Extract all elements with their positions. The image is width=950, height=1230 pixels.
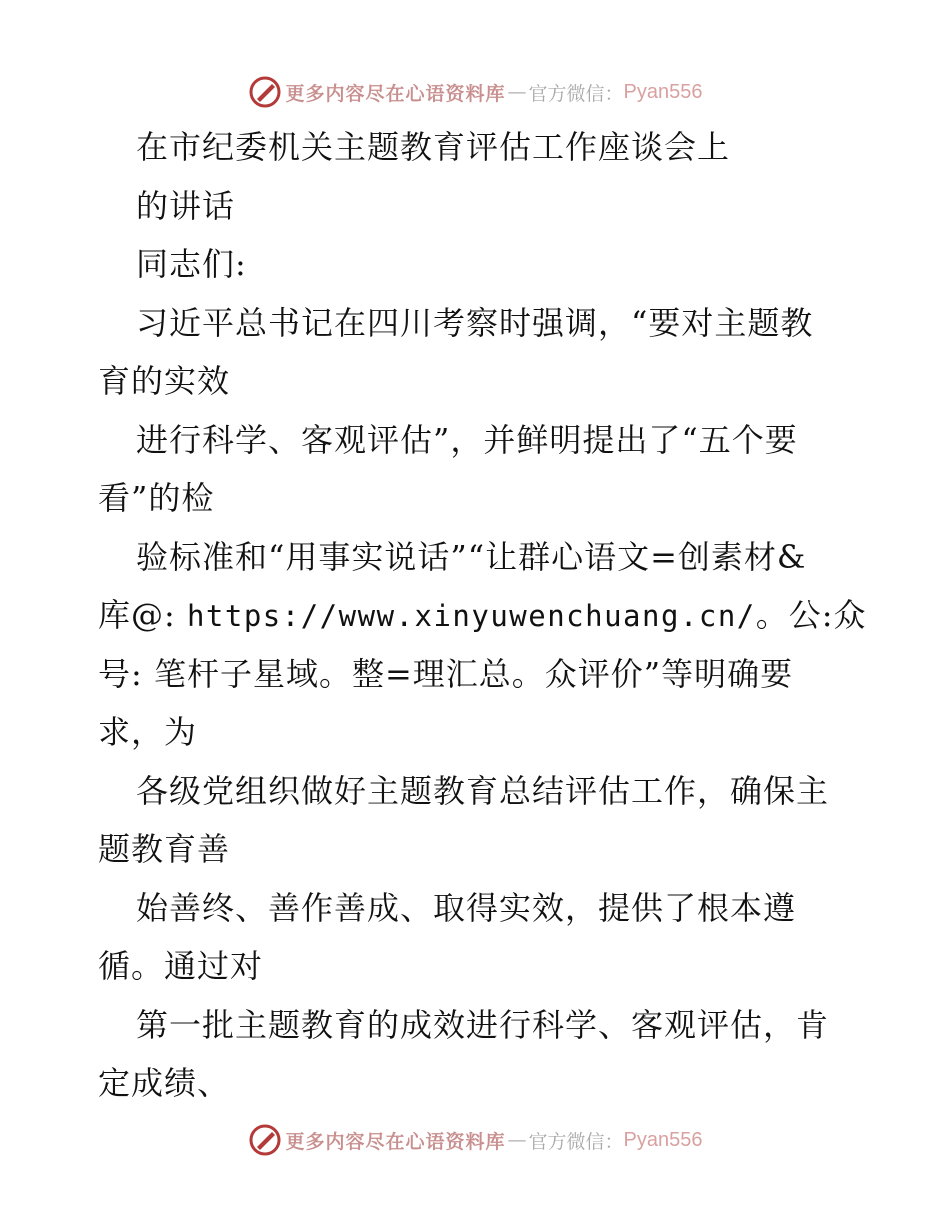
- footer-wechat-label: 官方微信：: [528, 1130, 624, 1153]
- paragraph-5-line-1: 始善终、善作善成、取得实效，提供了根本遵: [136, 888, 797, 927]
- paragraph-1-line-1: 习近平总书记在四川考察时强调，“要对主题教: [136, 303, 814, 342]
- paragraph-2-line-1: 进行科学、客观评估”，并鲜明提出了“五个要: [136, 420, 798, 459]
- banner-slogan: 更多内容尽在心语资料库: [285, 82, 506, 105]
- title-line-2: 的讲话: [136, 186, 236, 225]
- paragraph-3-suffix: 。公:众: [755, 596, 867, 634]
- footer-wechat-id: Pyan556: [623, 1128, 703, 1151]
- paragraph-6-line-2: 定成绩、: [98, 1064, 231, 1102]
- brand-logo-icon: [248, 75, 282, 109]
- paragraph-3-line-4: 求，为: [98, 713, 198, 751]
- footer-slogan: 更多内容尽在心语资料库: [285, 1130, 506, 1153]
- paragraph-6-line-1: 第一批主题教育的成效进行科学、客观评估，肯: [136, 1005, 830, 1044]
- title-line-1: 在市纪委机关主题教育评估工作座谈会上: [136, 128, 731, 166]
- brand-logo-icon: [248, 1123, 282, 1157]
- banner-wechat-id: Pyan556: [623, 80, 703, 103]
- footer-dash: —: [507, 1129, 527, 1151]
- paragraph-1-line-2: 育的实效: [98, 362, 231, 400]
- paragraph-3-line-3: 号: 笔杆子星域。整=理汇总。众评价”等明确要: [98, 654, 794, 693]
- paragraph-2-line-2: 看”的检: [98, 479, 215, 517]
- banner-wechat-label: 官方微信：: [528, 82, 624, 105]
- document-body: [98, 118, 867, 1113]
- header-banner: [0, 72, 950, 112]
- website-url: https://www.xinyuwenchuang.cn/: [186, 599, 756, 633]
- paragraph-5-line-2: 循。通过对: [98, 947, 264, 985]
- footer-banner: [0, 1120, 950, 1160]
- paragraph-4-line-1: 各级党组织做好主题教育总结评估工作，确保主: [136, 771, 830, 810]
- salutation: 同志们:: [136, 245, 247, 283]
- paragraph-3-line-1: 验标准和“用事实说话”“让群心语文=创素材&: [136, 537, 807, 576]
- banner-dash: —: [507, 81, 527, 103]
- paragraph-4-line-2: 题教育善: [98, 830, 231, 868]
- paragraph-3-line-2: [98, 586, 867, 645]
- paragraph-3-prefix: 库@:: [98, 596, 187, 634]
